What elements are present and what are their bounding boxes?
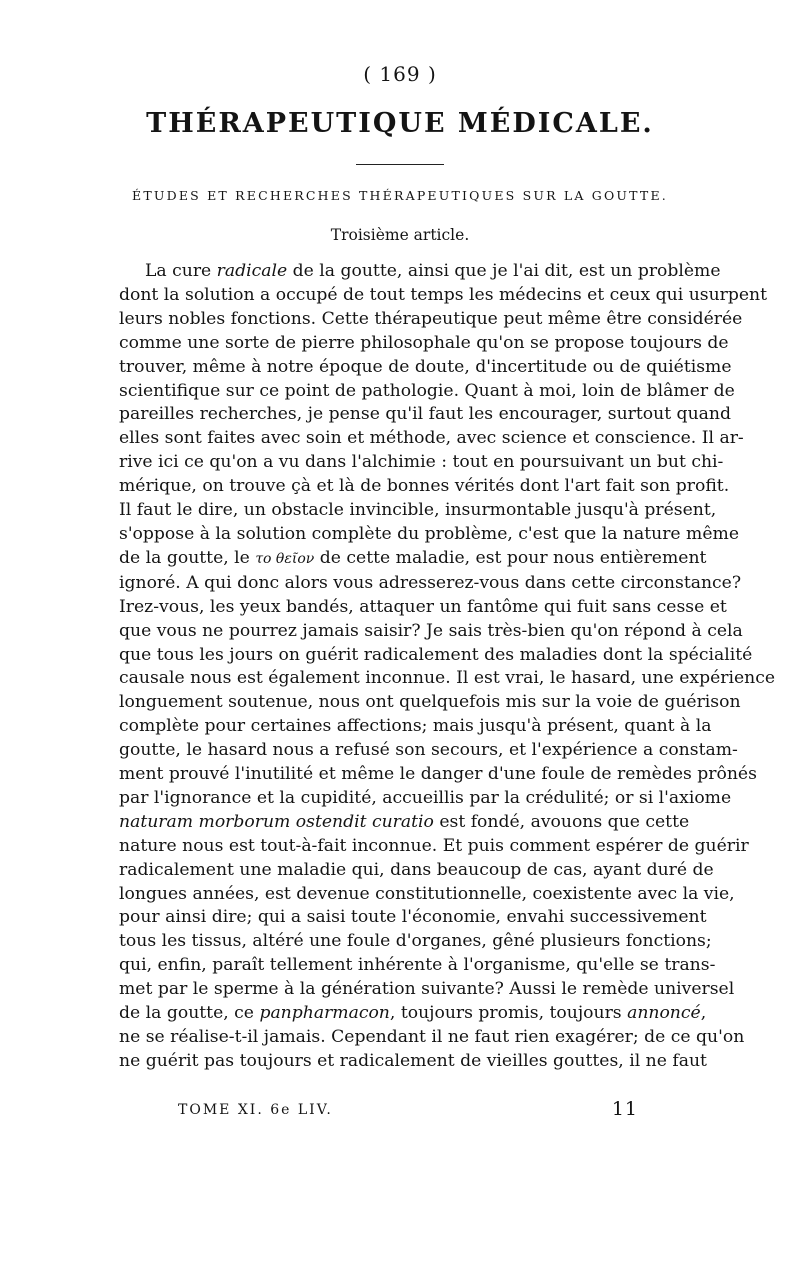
body-line: ment prouvé l'inutilité et même le danger d'une foule de remèdes prônés xyxy=(119,764,757,785)
body-line: ignoré. A qui donc alors vous adresserez-vous dans cette circonstance? xyxy=(119,572,742,593)
body-line: trouver, même à notre époque de doute, d'incertitude ou de quiétisme xyxy=(119,356,732,377)
body-line: elles sont faites avec soin et méthode, avec science et conscience. Il ar- xyxy=(119,428,744,449)
body-line: par l'ignorance et la cupidité, accueillis par la crédulité; or si l'axiome xyxy=(119,787,732,808)
article-subtitle: ÉTUDES ET RECHERCHES THÉRAPEUTIQUES SUR LA GOUTTE. xyxy=(132,188,668,203)
body-line: comme une sorte de pierre philosophale qu'on se propose toujours de xyxy=(119,332,729,353)
body-line: complète pour certaines affections; mais jusqu'à présent, quant à la xyxy=(119,716,712,737)
body-line: de la goutte, ce panpharmacon, toujours promis, toujours annoncé, xyxy=(119,1003,707,1024)
body-line: causale nous est également inconnue. Il est vrai, le hasard, une expérience xyxy=(119,668,776,689)
body-line: leurs nobles fonctions. Cette thérapeutique peut même être considérée xyxy=(119,308,743,329)
body-line: dont la solution a occupé de tout temps les médecins et ceux qui usurpent xyxy=(119,284,768,305)
body-line: rive ici ce qu'on a vu dans l'alchimie : tout en poursuivant un but chi- xyxy=(119,452,724,473)
body-line: pareilles recherches, je pense qu'il faut les encourager, surtout quand xyxy=(119,404,731,425)
body-line: que vous ne pourrez jamais saisir? Je sais très-bien qu'on répond à cela xyxy=(119,620,743,641)
body-line: Irez-vous, les yeux bandés, attaquer un fantôme qui fuit sans cesse et xyxy=(119,596,727,617)
body-line: longuement soutenue, nous ont quelquefois mis sur la voie de guérison xyxy=(119,692,741,713)
volume-signature: TOME XI. 6e LIV. xyxy=(178,1102,333,1118)
body-line: Il faut le dire, un obstacle invincible, insurmontable jusqu'à présent, xyxy=(119,500,717,521)
title-divider xyxy=(356,164,444,165)
section-title: THÉRAPEUTIQUE MÉDICALE. xyxy=(146,108,654,139)
body-line: La cure radicale de la goutte, ainsi que je l'ai dit, est un problème xyxy=(145,261,721,281)
body-line: scientifique sur ce point de pathologie. Quant à moi, loin de blâmer de xyxy=(119,380,735,401)
body-line: naturam morborum ostendit curatio est fondé, avouons que cette xyxy=(119,811,690,832)
body-line: nature nous est tout-à-fait inconnue. Et puis comment espérer de guérir xyxy=(119,835,749,856)
page-number: ( 169 ) xyxy=(363,62,437,86)
body-line: ne guérit pas toujours et radicalement de vieilles gouttes, il ne faut xyxy=(119,1050,707,1071)
body-line: met par le sperme à la génération suivante? Aussi le remède universel xyxy=(119,979,735,1000)
body-line: ne se réalise-t-il jamais. Cependant il ne faut rien exagérer; de ce qu'on xyxy=(119,1027,745,1047)
body-line: s'oppose à la solution complète du problème, c'est que la nature même xyxy=(119,523,740,544)
body-line: que tous les jours on guérit radicalement des maladies dont la spécialité xyxy=(119,644,753,665)
greek-phrase: το θεῖον xyxy=(255,550,315,567)
body-line: mérique, on trouve çà et là de bonnes vérités dont l'art fait son profit. xyxy=(119,476,730,497)
emphasis-radicale: radicale xyxy=(216,261,288,281)
body-line: radicalement une maladie qui, dans beaucoup de cas, ayant duré de xyxy=(119,859,714,880)
body-line: longues années, est devenue constitutionnelle, coexistente avec la vie, xyxy=(119,883,735,904)
body-line: qui, enfin, paraît tellement inhérente à l'organisme, qu'elle se trans- xyxy=(119,955,716,976)
article-body xyxy=(119,260,776,1074)
body-line: de la goutte, le το θεῖον de cette maladie, est pour nous entièrement xyxy=(119,547,707,568)
body-line: goutte, le hasard nous a refusé son secours, et l'expérience a constam- xyxy=(119,740,738,761)
sheet-signature: 11 xyxy=(611,1098,638,1120)
emphasis-annonce: annoncé xyxy=(627,1003,701,1024)
emphasis-panpharmacon: panpharmacon xyxy=(259,1003,390,1024)
body-line: tous les tissus, altéré une foule d'organes, gêné plusieurs fonctions; xyxy=(119,931,712,952)
article-label: Troisième article. xyxy=(330,226,470,244)
body-line: pour ainsi dire; qui a saisi toute l'économie, envahi successivement xyxy=(119,907,707,928)
latin-axiom: naturam morborum ostendit curatio xyxy=(119,811,434,832)
